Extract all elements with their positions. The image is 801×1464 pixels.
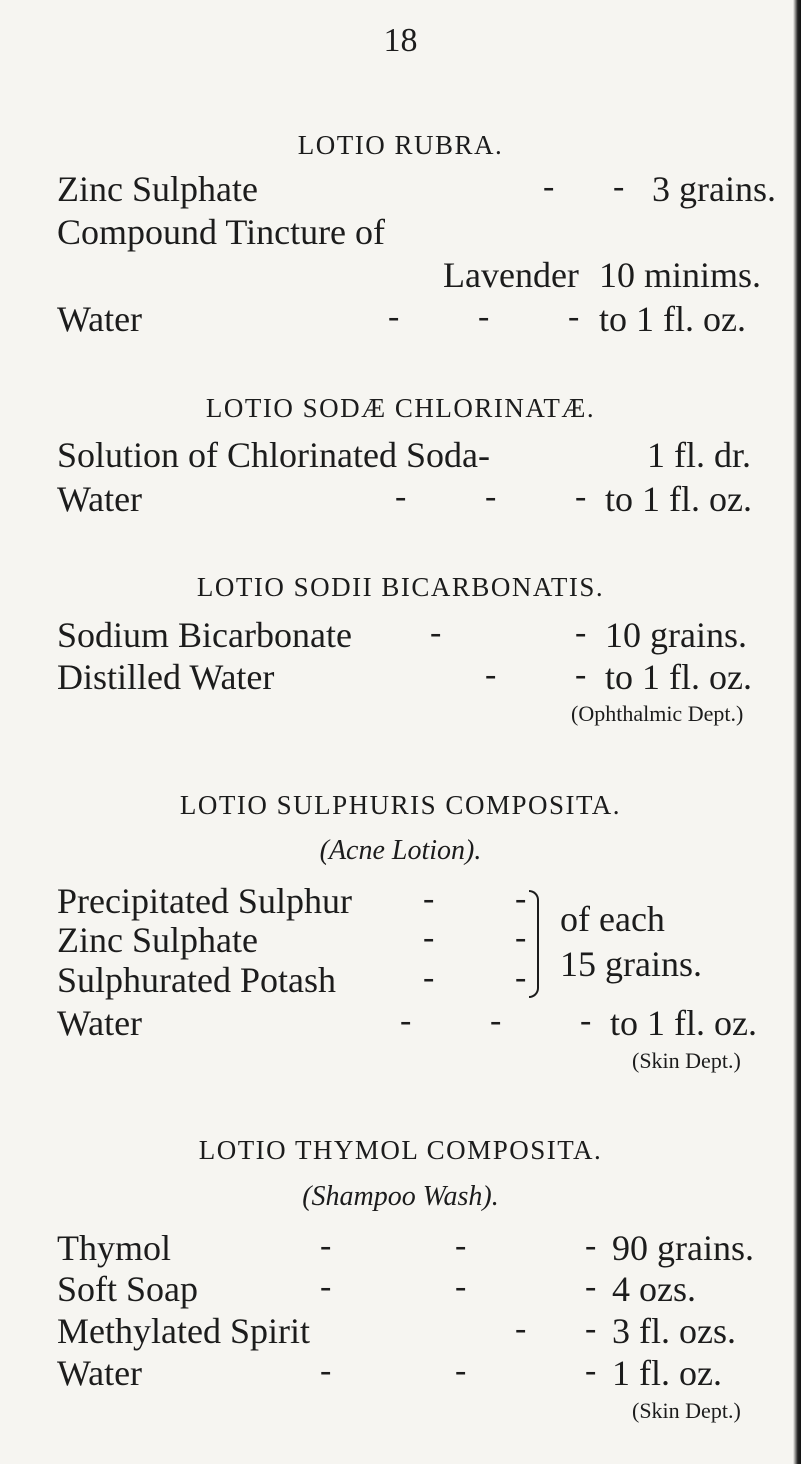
ingredient-chlorinated-soda: Solution of Chlorinated Soda- <box>57 435 490 475</box>
ingredient-soft-soap: Soft Soap <box>57 1269 199 1309</box>
quantity-methylated-spirit: 3 fl. ozs. <box>612 1311 736 1351</box>
dash: - <box>430 614 442 651</box>
brace-text-grains: 15 grains. <box>560 944 702 984</box>
dash: - <box>575 614 587 651</box>
department-note: (Skin Dept.) <box>632 1398 741 1423</box>
dash: - <box>395 478 407 515</box>
quantity-water: to 1 fl. oz. <box>599 299 746 339</box>
ingredient-sodium-bicarbonate: Sodium Bicarbonate <box>57 615 352 655</box>
quantity-distilled-water: to 1 fl. oz. <box>605 657 752 697</box>
page-edge <box>793 0 801 1464</box>
dash: - <box>423 880 435 917</box>
page-number: 18 <box>383 22 418 59</box>
dash: - <box>455 1227 467 1264</box>
dash: - <box>320 1352 332 1389</box>
ingredient-zinc-sulphate: Zinc Sulphate <box>57 920 258 960</box>
dash: - <box>320 1227 332 1264</box>
dash: - <box>455 1352 467 1389</box>
section-subtitle: (Acne Lotion). <box>319 835 482 866</box>
department-note: (Ophthalmic Dept.) <box>571 701 744 726</box>
dash: - <box>585 1268 597 1305</box>
section-title-lotio-thymol: LOTIO THYMOL COMPOSITA. <box>198 1135 603 1165</box>
dash: - <box>580 1002 592 1039</box>
dash: - <box>423 959 435 996</box>
section-title-lotio-sodii: LOTIO SODII BICARBONATIS. <box>196 572 605 602</box>
ingredient-water: Water <box>57 479 143 519</box>
dash: - <box>575 478 587 515</box>
dash: - <box>543 168 555 205</box>
ingredient-distilled-water: Distilled Water <box>57 657 275 697</box>
ingredient-water: Water <box>57 1353 143 1393</box>
dash: - <box>515 880 527 917</box>
quantity-water: to 1 fl. oz. <box>610 1003 757 1043</box>
dash: - <box>485 478 497 515</box>
section-title-lotio-rubra: LOTIO RUBRA. <box>297 130 504 160</box>
quantity-zinc-sulphate: 3 grains. <box>652 169 776 209</box>
section-title-lotio-sulphuris: LOTIO SULPHURIS COMPOSITA. <box>179 790 622 820</box>
dash: - <box>515 1310 527 1347</box>
brace-text-of-each: of each <box>560 899 665 939</box>
ingredient-sulphurated-potash: Sulphurated Potash <box>57 960 336 1000</box>
quantity-water: to 1 fl. oz. <box>605 479 752 519</box>
dash: - <box>478 298 490 335</box>
dash: - <box>388 298 400 335</box>
dash: - <box>568 298 580 335</box>
dash: - <box>400 1002 412 1039</box>
section-title-lotio-sodae: LOTIO SODÆ CHLORINATÆ. <box>205 393 596 423</box>
ingredient-lavender: Lavender <box>443 255 579 295</box>
ingredient-water: Water <box>57 1003 143 1043</box>
brace <box>529 890 539 998</box>
dash: - <box>613 168 625 205</box>
department-note: (Skin Dept.) <box>632 1048 741 1073</box>
dash: - <box>485 656 497 693</box>
dash: - <box>320 1268 332 1305</box>
ingredient-methylated-spirit: Methylated Spirit <box>57 1311 310 1351</box>
dash: - <box>585 1310 597 1347</box>
ingredient-precipitated-sulphur: Precipitated Sulphur <box>57 881 352 921</box>
dash: - <box>490 1002 502 1039</box>
quantity-sodium-bicarbonate: 10 grains. <box>605 615 747 655</box>
quantity-chlorinated-soda: 1 fl. dr. <box>647 435 751 475</box>
quantity-lavender: 10 minims. <box>599 255 762 295</box>
ingredient-water: Water <box>57 299 143 339</box>
ingredient-zinc-sulphate: Zinc Sulphate <box>57 169 258 209</box>
dash: - <box>515 959 527 996</box>
ingredient-compound-tincture: Compound Tincture of <box>57 212 386 252</box>
section-subtitle: (Shampoo Wash). <box>302 1181 499 1212</box>
dash: - <box>515 919 527 956</box>
dash: - <box>585 1352 597 1389</box>
quantity-thymol: 90 grains. <box>612 1228 754 1268</box>
dash: - <box>575 656 587 693</box>
dash: - <box>455 1268 467 1305</box>
ingredient-thymol: Thymol <box>57 1228 171 1268</box>
dash: - <box>585 1227 597 1264</box>
dash: - <box>423 919 435 956</box>
quantity-soft-soap: 4 ozs. <box>612 1269 696 1309</box>
quantity-water: 1 fl. oz. <box>612 1353 722 1393</box>
